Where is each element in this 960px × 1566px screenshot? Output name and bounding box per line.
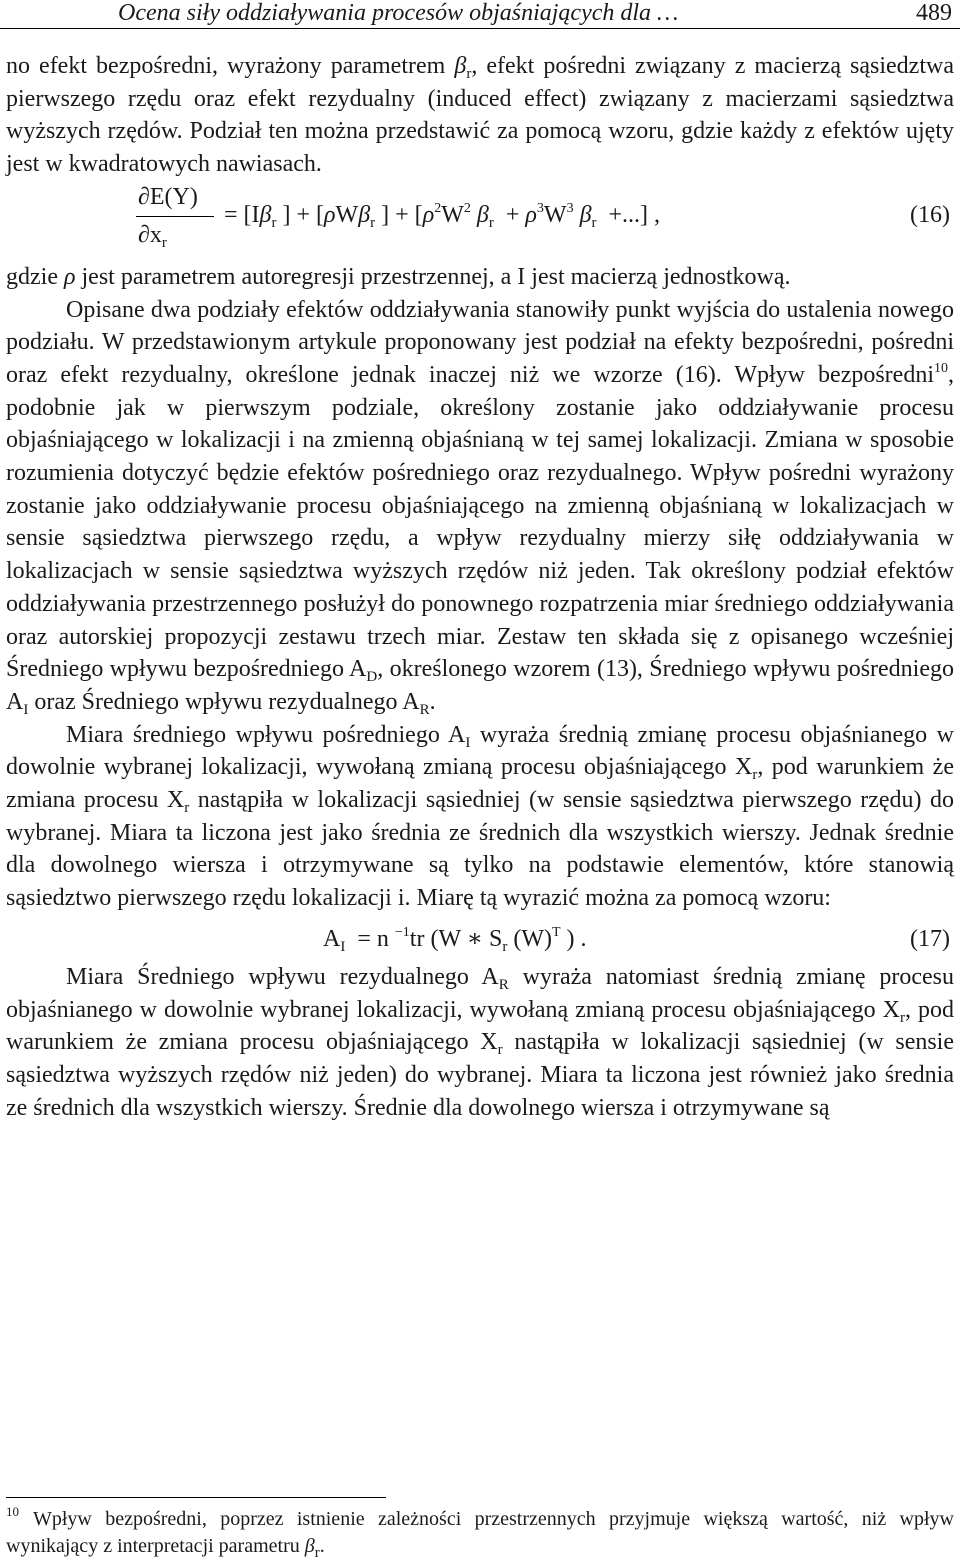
- equation-16-numerator: ∂E(Y): [138, 183, 198, 210]
- page-number: 489: [916, 0, 952, 26]
- equation-17-rhs: $A_I = n$ $^{-1}$tr (W ∗ $S_r$ $(W)^T$ ) .: [323, 924, 587, 955]
- footnote-separator: [6, 1497, 386, 1498]
- equation-16-fraction: [134, 183, 214, 255]
- paragraph-2: gdzie ρ jest parametrem autoregresji przestrzennej, a I jest macierzą jednostkową.: [6, 263, 791, 290]
- footnote-mark: 10: [6, 1504, 19, 1519]
- equation-17-number: (17): [910, 925, 950, 952]
- footnote-ref-10[interactable]: 10: [934, 360, 948, 376]
- footnote-10: $^{10}$ Wpływ bezpośredni, poprzez istnienie zależności przestrzennych przyjmuje większą wartość, niż wpływ wynikający z interpretacji parametru $\beta_r$.: [6, 1504, 954, 1561]
- paragraph-5: Miara Średniego wpływu rezydualnego $A_R$ wyraża natomiast średnią zmianę procesu objaśnianego w dowolnie wybranej lokalizacji, wywołaną zmianą procesu objaśniającego $X_r$, pod warunkiem że zmiana procesu objaśniającego $X_r$ nastąpiła w lokalizacji sąsiedniej (w sensie sąsiedztwa wyższych rzędów niż jeden) do wybranej. Miara ta liczona jest również jako średnia ze średnich dla wszystkich wierszy. Średnie dla dowolnego wiersza i otrzymywane są: [6, 963, 955, 1121]
- running-head: Ocena siły oddziaływania procesów objaśniających dla …: [118, 0, 679, 26]
- page-header: [0, 0, 960, 29]
- equation-16-rhs: = [$I\beta_r$ ] + [ρWβ$_r$ ] + [$\rho^2W^2$ $\beta_r + \rho^3W^3$ $\beta_r$ +...] ,: [224, 200, 661, 231]
- equation-16-denominator: $\partial x_r$: [138, 221, 167, 251]
- body-text: [6, 50, 954, 1124]
- paragraph-4: Miara średniego wpływu pośredniego $A_I$ wyraża średnią zmianę procesu objaśnianego w dowolnie wybranej lokalizacji, wywołaną zmianą procesu objaśniającego $X_r$, pod warunkiem że zmiana procesu $X_r$ nastąpiła w lokalizacji sąsiedniej (w sensie sąsiedztwa pierwszego rzędu) do wybranej. Miara ta liczona jest jako średnia ze średnich dla wszystkich wierszy. Jednak średnie dla dowolnego wiersza i otrzymywane są tylko na podstawie elementów, które stanowią sąsiedztwo pierwszego rzędu lokalizacji i. Miarę tą wyrazić można za pomocą wzoru:: [6, 721, 954, 912]
- paragraph-1: no efekt bezpośredni, wyrażony parametrem $\beta_r$, efekt pośredni związany z macierzą sąsiedztwa pierwszego rzędu oraz efekt rezydualny (induced effect) związany z macierzami sąsiedztwa wyższych rzędów. Podział ten można przedstawić za pomocą wzoru, gdzie każdy z efektów ujęty jest w kwadratowych nawiasach.: [6, 53, 954, 178]
- equation-16-number: (16): [910, 201, 950, 228]
- paragraph-3: Opisane dwa podziały efektów oddziaływania stanowiły punkt wyjścia do ustalenia nowego podziału. W przedstawionym artykule proponowany jest podział na efekty bezpośredni, pośredni oraz efekt rezydualny, określone jednak inaczej niż we wzorze (16). Wpływ bezpośredni$^{10}$, podobnie jak w pierwszym podziale, określony zostanie jako oddziaływanie procesu objaśniającego w lokalizacji i na zmienną objaśnianą w tej samej lokalizacji. Zmiana w sposobie rozumienia dotyczyć będzie efektów pośredniego oraz rezydualnego. Wpływ pośredni wyrażony zostanie jako oddziaływanie procesu objaśniającego na zmienną objaśnianą w lokalizacjach w sensie sąsiedztwa pierwszego rzędu, a wpływ rezydualny mierzy siłę oddziaływania w lokalizacjach w sensie sąsiedztwa wyższych rzędów niż jeden. Tak określony podział efektów oddziaływania przestrzennego posłużył do ponownego rozpatrzenia miar średniego oddziaływania oraz autorskiej propozycji zestawu trzech miar. Zestaw ten składa się z opisanego wcześniej Średniego wpływu bezpośredniego $A_D$, określonego wzorem (13), Średniego wpływu pośredniego $A_I$ oraz Średniego wpływu rezydualnego $A_R$.: [6, 296, 954, 718]
- equation-16: [6, 183, 954, 257]
- fraction-bar: [136, 216, 214, 217]
- equation-17: [6, 921, 954, 957]
- beta-symbol: β: [454, 53, 467, 79]
